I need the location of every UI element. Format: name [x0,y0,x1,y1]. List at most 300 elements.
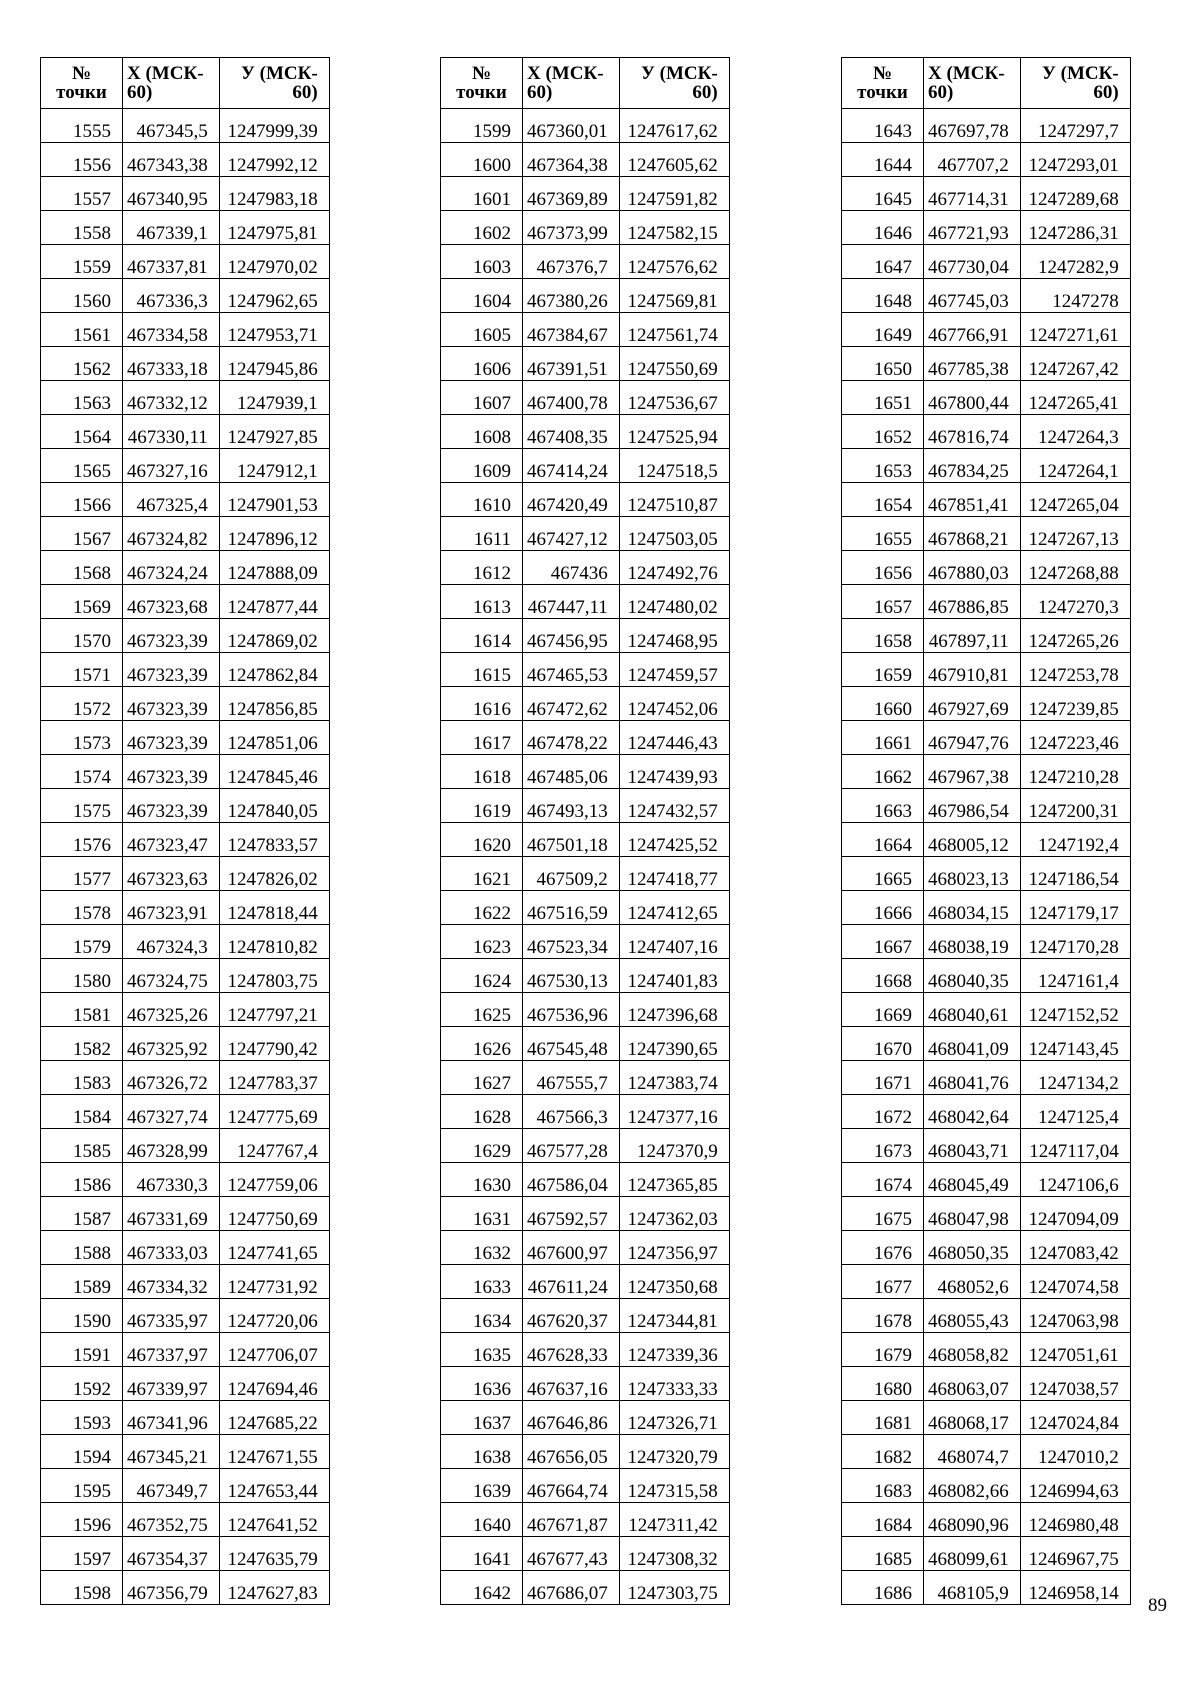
point-number-cell: 1583 [41,1061,123,1095]
point-number-cell: 1633 [441,1265,523,1299]
x-coordinate-cell: 467339,1 [123,211,220,245]
point-number-cell: 1662 [842,755,924,789]
y-coordinate-cell: 1247818,44 [219,891,329,925]
y-coordinate-cell: 1247051,61 [1020,1333,1130,1367]
x-coordinate-cell: 467745,03 [924,279,1021,313]
y-coordinate-cell: 1247396,68 [619,993,729,1027]
table-row [41,1095,330,1129]
x-coordinate-cell: 467880,03 [924,551,1021,585]
table-row [842,925,1131,959]
y-coordinate-cell: 1247365,85 [619,1163,729,1197]
point-number-cell: 1613 [441,585,523,619]
header-y-coordinate: У (МСК- 60) [619,58,729,109]
point-number-cell: 1595 [41,1469,123,1503]
point-number-cell: 1601 [441,177,523,211]
y-coordinate-cell: 1247525,94 [619,415,729,449]
point-number-cell: 1562 [41,347,123,381]
y-coordinate-cell: 1247303,75 [619,1571,729,1605]
table-row [41,415,330,449]
x-coordinate-cell: 467447,11 [523,585,620,619]
y-coordinate-cell: 1247783,37 [219,1061,329,1095]
x-coordinate-cell: 467391,51 [523,347,620,381]
point-number-cell: 1673 [842,1129,924,1163]
table-row [41,1571,330,1605]
x-coordinate-cell: 467886,85 [924,585,1021,619]
table-row [41,619,330,653]
y-coordinate-cell: 1247741,65 [219,1231,329,1265]
x-coordinate-cell: 468074,7 [924,1435,1021,1469]
x-coordinate-cell: 467352,75 [123,1503,220,1537]
table-row [41,1435,330,1469]
table-row [41,1299,330,1333]
point-number-cell: 1560 [41,279,123,313]
point-number-cell: 1590 [41,1299,123,1333]
table-row [41,313,330,347]
y-coordinate-cell: 1247468,95 [619,619,729,653]
table-row [842,1571,1131,1605]
point-number-cell: 1659 [842,653,924,687]
table-row [441,1061,730,1095]
point-number-cell: 1625 [441,993,523,1027]
y-coordinate-cell: 1247083,42 [1020,1231,1130,1265]
x-coordinate-cell: 467800,44 [924,381,1021,415]
x-coordinate-cell: 467356,79 [123,1571,220,1605]
table-row [441,1265,730,1299]
x-coordinate-cell: 468042,64 [924,1095,1021,1129]
table-row [441,245,730,279]
x-coordinate-cell: 467333,03 [123,1231,220,1265]
coordinates-table-2 [440,57,730,1605]
table-row [441,211,730,245]
point-number-cell: 1632 [441,1231,523,1265]
point-number-cell: 1623 [441,925,523,959]
table-row [441,1503,730,1537]
x-coordinate-cell: 467354,37 [123,1537,220,1571]
y-coordinate-cell: 1247992,12 [219,143,329,177]
table-row [41,1265,330,1299]
y-coordinate-cell: 1247635,79 [219,1537,329,1571]
point-number-cell: 1684 [842,1503,924,1537]
x-coordinate-cell: 468043,71 [924,1129,1021,1163]
x-coordinate-cell: 467766,91 [924,313,1021,347]
y-coordinate-cell: 1247685,22 [219,1401,329,1435]
y-coordinate-cell: 1247094,09 [1020,1197,1130,1231]
x-coordinate-cell: 467664,74 [523,1469,620,1503]
table-row [441,789,730,823]
table-row [842,177,1131,211]
x-coordinate-cell: 467330,11 [123,415,220,449]
header-point-number: № точки [41,58,123,109]
y-coordinate-cell: 1247186,54 [1020,857,1130,891]
y-coordinate-cell: 1247810,82 [219,925,329,959]
point-number-cell: 1683 [842,1469,924,1503]
point-number-cell: 1641 [441,1537,523,1571]
x-coordinate-cell: 467501,18 [523,823,620,857]
table-row [842,1027,1131,1061]
point-number-cell: 1643 [842,109,924,143]
table-row [41,857,330,891]
x-coordinate-cell: 467331,69 [123,1197,220,1231]
point-number-cell: 1626 [441,1027,523,1061]
table-row [441,1299,730,1333]
x-coordinate-cell: 467927,69 [924,687,1021,721]
table-row [842,313,1131,347]
point-number-cell: 1582 [41,1027,123,1061]
table-row [842,1095,1131,1129]
table-row [842,109,1131,143]
x-coordinate-cell: 467545,48 [523,1027,620,1061]
y-coordinate-cell: 1247407,16 [619,925,729,959]
table-row [441,1197,730,1231]
y-coordinate-cell: 1247975,81 [219,211,329,245]
table-row [441,1163,730,1197]
table-row [41,721,330,755]
point-number-cell: 1592 [41,1367,123,1401]
point-number-cell: 1645 [842,177,924,211]
point-number-cell: 1570 [41,619,123,653]
table-row [41,1367,330,1401]
y-coordinate-cell: 1246980,48 [1020,1503,1130,1537]
x-coordinate-cell: 467456,95 [523,619,620,653]
point-number-cell: 1663 [842,789,924,823]
x-coordinate-cell: 467335,97 [123,1299,220,1333]
point-number-cell: 1658 [842,619,924,653]
y-coordinate-cell: 1247170,28 [1020,925,1130,959]
y-coordinate-cell: 1247278 [1020,279,1130,313]
point-number-cell: 1607 [441,381,523,415]
point-number-cell: 1563 [41,381,123,415]
table-row [842,1537,1131,1571]
table-row [842,721,1131,755]
table-row [41,585,330,619]
x-coordinate-cell: 467334,58 [123,313,220,347]
table-row [41,789,330,823]
point-number-cell: 1605 [441,313,523,347]
point-number-cell: 1636 [441,1367,523,1401]
x-coordinate-cell: 467323,39 [123,721,220,755]
y-coordinate-cell: 1247653,44 [219,1469,329,1503]
y-coordinate-cell: 1247344,81 [619,1299,729,1333]
point-number-cell: 1572 [41,687,123,721]
y-coordinate-cell: 1247518,5 [619,449,729,483]
table-row [41,551,330,585]
x-coordinate-cell: 467324,24 [123,551,220,585]
table-row [441,1231,730,1265]
table-row [842,347,1131,381]
table-row [441,279,730,313]
x-coordinate-cell: 467677,43 [523,1537,620,1571]
table-row [441,109,730,143]
point-number-cell: 1615 [441,653,523,687]
table-row [41,1401,330,1435]
x-coordinate-cell: 467714,31 [924,177,1021,211]
y-coordinate-cell: 1247282,9 [1020,245,1130,279]
x-coordinate-cell: 467851,41 [924,483,1021,517]
x-coordinate-cell: 467349,7 [123,1469,220,1503]
table-row [842,1197,1131,1231]
y-coordinate-cell: 1247286,31 [1020,211,1130,245]
y-coordinate-cell: 1247576,62 [619,245,729,279]
y-coordinate-cell: 1247503,05 [619,517,729,551]
x-coordinate-cell: 467345,5 [123,109,220,143]
x-coordinate-cell: 467697,78 [924,109,1021,143]
y-coordinate-cell: 1247983,18 [219,177,329,211]
y-coordinate-cell: 1247750,69 [219,1197,329,1231]
x-coordinate-cell: 467325,26 [123,993,220,1027]
table-row [842,1469,1131,1503]
table-row [41,483,330,517]
point-number-cell: 1567 [41,517,123,551]
y-coordinate-cell: 1247200,31 [1020,789,1130,823]
point-number-cell: 1565 [41,449,123,483]
x-coordinate-cell: 468063,07 [924,1367,1021,1401]
point-number-cell: 1672 [842,1095,924,1129]
table-row [41,1197,330,1231]
point-number-cell: 1677 [842,1265,924,1299]
table-row [41,1503,330,1537]
table-row [842,449,1131,483]
table-header-row [441,58,730,109]
y-coordinate-cell: 1247694,46 [219,1367,329,1401]
point-number-cell: 1640 [441,1503,523,1537]
table-row [842,279,1131,313]
table-row [41,891,330,925]
point-number-cell: 1664 [842,823,924,857]
point-number-cell: 1561 [41,313,123,347]
x-coordinate-cell: 467323,39 [123,687,220,721]
y-coordinate-cell: 1247561,74 [619,313,729,347]
table-row [41,177,330,211]
x-coordinate-cell: 468023,13 [924,857,1021,891]
x-coordinate-cell: 467323,39 [123,619,220,653]
y-coordinate-cell: 1247953,71 [219,313,329,347]
coordinates-table-3 [841,57,1131,1605]
table-row [842,1129,1131,1163]
x-coordinate-cell: 468090,96 [924,1503,1021,1537]
point-number-cell: 1682 [842,1435,924,1469]
point-number-cell: 1599 [441,109,523,143]
y-coordinate-cell: 1247268,88 [1020,551,1130,585]
y-coordinate-cell: 1247210,28 [1020,755,1130,789]
table-row [441,1027,730,1061]
y-coordinate-cell: 1247845,46 [219,755,329,789]
table-row [842,483,1131,517]
table-row [842,959,1131,993]
point-number-cell: 1634 [441,1299,523,1333]
y-coordinate-cell: 1247134,2 [1020,1061,1130,1095]
x-coordinate-cell: 467637,16 [523,1367,620,1401]
table-row [842,517,1131,551]
table-row [842,143,1131,177]
point-number-cell: 1685 [842,1537,924,1571]
point-number-cell: 1649 [842,313,924,347]
point-number-cell: 1647 [842,245,924,279]
x-coordinate-cell: 467628,33 [523,1333,620,1367]
table-row [441,687,730,721]
x-coordinate-cell: 467323,39 [123,653,220,687]
table-row [41,1163,330,1197]
point-number-cell: 1564 [41,415,123,449]
y-coordinate-cell: 1247339,36 [619,1333,729,1367]
table-row [41,449,330,483]
table-row [842,1401,1131,1435]
point-number-cell: 1638 [441,1435,523,1469]
x-coordinate-cell: 468058,82 [924,1333,1021,1367]
table-row [41,1129,330,1163]
x-coordinate-cell: 468099,61 [924,1537,1021,1571]
table-row [842,1061,1131,1095]
table-row [441,483,730,517]
point-number-cell: 1589 [41,1265,123,1299]
x-coordinate-cell: 467323,68 [123,585,220,619]
point-number-cell: 1652 [842,415,924,449]
table-row [41,279,330,313]
point-number-cell: 1678 [842,1299,924,1333]
y-coordinate-cell: 1247311,42 [619,1503,729,1537]
y-coordinate-cell: 1247370,9 [619,1129,729,1163]
point-number-cell: 1656 [842,551,924,585]
x-coordinate-cell: 468041,09 [924,1027,1021,1061]
table-row [842,1435,1131,1469]
x-coordinate-cell: 467868,21 [924,517,1021,551]
x-coordinate-cell: 467369,89 [523,177,620,211]
x-coordinate-cell: 467337,97 [123,1333,220,1367]
x-coordinate-cell: 467967,38 [924,755,1021,789]
y-coordinate-cell: 1247315,58 [619,1469,729,1503]
table-row [842,551,1131,585]
x-coordinate-cell: 467509,2 [523,857,620,891]
table-header-row [842,58,1131,109]
table-row [441,381,730,415]
y-coordinate-cell: 1247412,65 [619,891,729,925]
point-number-cell: 1675 [842,1197,924,1231]
x-coordinate-cell: 467323,39 [123,755,220,789]
x-coordinate-cell: 468041,76 [924,1061,1021,1095]
y-coordinate-cell: 1247888,09 [219,551,329,585]
point-number-cell: 1629 [441,1129,523,1163]
y-coordinate-cell: 1247333,33 [619,1367,729,1401]
point-number-cell: 1618 [441,755,523,789]
table-row [41,1469,330,1503]
y-coordinate-cell: 1247582,15 [619,211,729,245]
point-number-cell: 1555 [41,109,123,143]
y-coordinate-cell: 1247896,12 [219,517,329,551]
point-number-cell: 1588 [41,1231,123,1265]
y-coordinate-cell: 1247152,52 [1020,993,1130,1027]
x-coordinate-cell: 467516,59 [523,891,620,925]
x-coordinate-cell: 467324,75 [123,959,220,993]
point-number-cell: 1635 [441,1333,523,1367]
y-coordinate-cell: 1247970,02 [219,245,329,279]
table-row [842,857,1131,891]
y-coordinate-cell: 1246967,75 [1020,1537,1130,1571]
table-row [41,653,330,687]
y-coordinate-cell: 1247459,57 [619,653,729,687]
point-number-cell: 1622 [441,891,523,925]
point-number-cell: 1597 [41,1537,123,1571]
table-row [441,551,730,585]
table-row [842,1231,1131,1265]
header-point-number: № точки [842,58,924,109]
table-row [842,653,1131,687]
x-coordinate-cell: 467360,01 [523,109,620,143]
point-number-cell: 1600 [441,143,523,177]
point-number-cell: 1680 [842,1367,924,1401]
table-row [41,959,330,993]
point-number-cell: 1578 [41,891,123,925]
point-number-cell: 1574 [41,755,123,789]
x-coordinate-cell: 468040,35 [924,959,1021,993]
x-coordinate-cell: 467671,87 [523,1503,620,1537]
table-row [842,585,1131,619]
y-coordinate-cell: 1246958,14 [1020,1571,1130,1605]
y-coordinate-cell: 1247265,26 [1020,619,1130,653]
point-number-cell: 1604 [441,279,523,313]
table-row [842,619,1131,653]
table-row [842,1333,1131,1367]
point-number-cell: 1602 [441,211,523,245]
point-number-cell: 1676 [842,1231,924,1265]
point-number-cell: 1610 [441,483,523,517]
point-number-cell: 1558 [41,211,123,245]
point-number-cell: 1569 [41,585,123,619]
header-y-coordinate: У (МСК- 60) [1020,58,1130,109]
point-number-cell: 1573 [41,721,123,755]
x-coordinate-cell: 467323,91 [123,891,220,925]
x-coordinate-cell: 467333,18 [123,347,220,381]
x-coordinate-cell: 467373,99 [523,211,620,245]
header-x-coordinate: X (МСК- 60) [924,58,1021,109]
table-row [441,925,730,959]
x-coordinate-cell: 467721,93 [924,211,1021,245]
x-coordinate-cell: 467478,22 [523,721,620,755]
table-row [41,109,330,143]
point-number-cell: 1630 [441,1163,523,1197]
y-coordinate-cell: 1247264,1 [1020,449,1130,483]
table-row [441,1401,730,1435]
point-number-cell: 1568 [41,551,123,585]
point-number-cell: 1619 [441,789,523,823]
x-coordinate-cell: 467332,12 [123,381,220,415]
x-coordinate-cell: 467345,21 [123,1435,220,1469]
point-number-cell: 1674 [842,1163,924,1197]
header-y-coordinate: У (МСК- 60) [219,58,329,109]
table-row [842,823,1131,857]
point-number-cell: 1598 [41,1571,123,1605]
point-number-cell: 1666 [842,891,924,925]
table-row [41,1061,330,1095]
y-coordinate-cell: 1247320,79 [619,1435,729,1469]
table-row [842,891,1131,925]
x-coordinate-cell: 467897,11 [924,619,1021,653]
x-coordinate-cell: 467611,24 [523,1265,620,1299]
y-coordinate-cell: 1247617,62 [619,109,729,143]
y-coordinate-cell: 1247074,58 [1020,1265,1130,1299]
table-row [41,211,330,245]
x-coordinate-cell: 467323,47 [123,823,220,857]
x-coordinate-cell: 467408,35 [523,415,620,449]
y-coordinate-cell: 1247239,85 [1020,687,1130,721]
x-coordinate-cell: 467343,38 [123,143,220,177]
y-coordinate-cell: 1247912,1 [219,449,329,483]
point-number-cell: 1681 [842,1401,924,1435]
y-coordinate-cell: 1247271,61 [1020,313,1130,347]
point-number-cell: 1594 [41,1435,123,1469]
table-row [441,1333,730,1367]
y-coordinate-cell: 1247759,06 [219,1163,329,1197]
y-coordinate-cell: 1247731,92 [219,1265,329,1299]
x-coordinate-cell: 467384,67 [523,313,620,347]
